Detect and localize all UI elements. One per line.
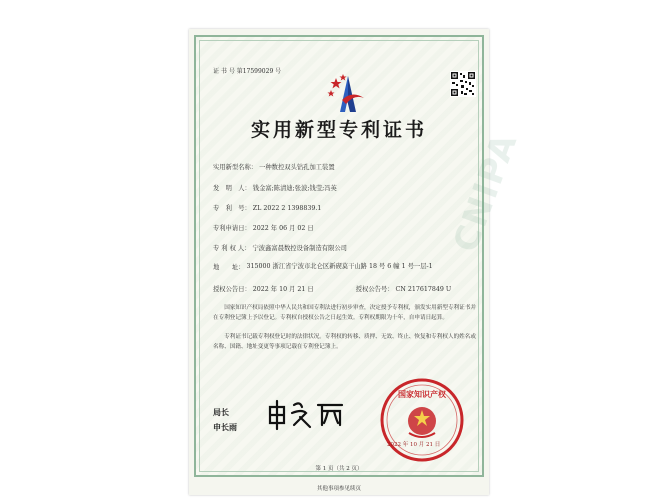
page-number: 第 1 页（共 2 页） xyxy=(315,466,363,472)
address-label: 地 址： xyxy=(213,264,245,271)
name-label: 实用新型名称： xyxy=(213,164,258,171)
grant-number-label: 授权公告号： xyxy=(355,286,394,293)
certificate-title: 实用新型专利证书 xyxy=(250,119,427,141)
name-row xyxy=(213,162,335,171)
legal-paragraph-2: 专利证书记载专利权登记时的法律状况。专利权的转移、质押、无效、终止、恢复和专利权人的姓名或名称、国籍、地址变更等事项记载在专利登记簿上。 xyxy=(213,334,476,350)
svg-text:国家知识产权: 国家知识产权 xyxy=(398,390,446,399)
inventor-row xyxy=(213,183,337,192)
owner-row xyxy=(213,243,347,252)
address-row xyxy=(213,262,436,272)
certificate-frame xyxy=(194,35,526,477)
official-seal-icon xyxy=(379,377,465,463)
legal-paragraph-1: 国家知识产权局依照中华人民共和国专利法进行初步审查，决定授予专利权，颁发实用新型专利证书并在专利登记簿上予以登记。专利权自授权公告之日起生效。专利权期限为十年，自申请日起算。 xyxy=(213,305,476,321)
director-title: 局长 xyxy=(213,407,229,417)
director-signature-icon xyxy=(266,397,350,431)
certificate-sheet xyxy=(189,29,526,495)
grant-number-value: CN 217617849 U xyxy=(395,286,452,293)
director-name: 申长雨 xyxy=(213,422,237,432)
grant-date-value: 2022 年 10 月 21 日 xyxy=(252,286,314,293)
name-value: 一种数控双头钻孔加工装置 xyxy=(259,164,335,171)
qr-code-icon xyxy=(450,71,476,97)
grant-date-label: 授权公告日： xyxy=(213,286,251,293)
inventor-label: 发 明 人： xyxy=(213,185,251,192)
certificate-number: 证 书 号 第17599029 号 xyxy=(213,68,282,75)
seal-date: 2022 年 10 月 21 日 xyxy=(387,442,441,448)
patent-number-label: 专 利 号： xyxy=(213,205,251,212)
owner-value: 宁波鑫富晨数控设备制造有限公司 xyxy=(252,245,347,252)
filing-date-label: 专利申请日： xyxy=(213,225,251,232)
patent-number-value: ZL 2022 2 1398839.1 xyxy=(252,205,322,212)
filing-date-value: 2022 年 06 月 02 日 xyxy=(252,225,314,232)
address-value: 315000 浙江省宁波市北仑区新碶莫干山路 18 号 6 幢 1 号一层-1 xyxy=(246,263,433,270)
filing-date-row xyxy=(213,223,314,232)
watermark: CNIPA xyxy=(445,127,526,258)
owner-label: 专 利 权 人： xyxy=(213,245,251,252)
grant-date-row xyxy=(213,284,451,293)
inventor-value: 钱金富;陈清迪;张波;钱莹;冯英 xyxy=(252,185,337,192)
cnipa-logo-icon xyxy=(322,70,370,120)
patent-number-row xyxy=(213,203,321,212)
continuation-note: 其他事项参见续页 xyxy=(316,486,361,492)
